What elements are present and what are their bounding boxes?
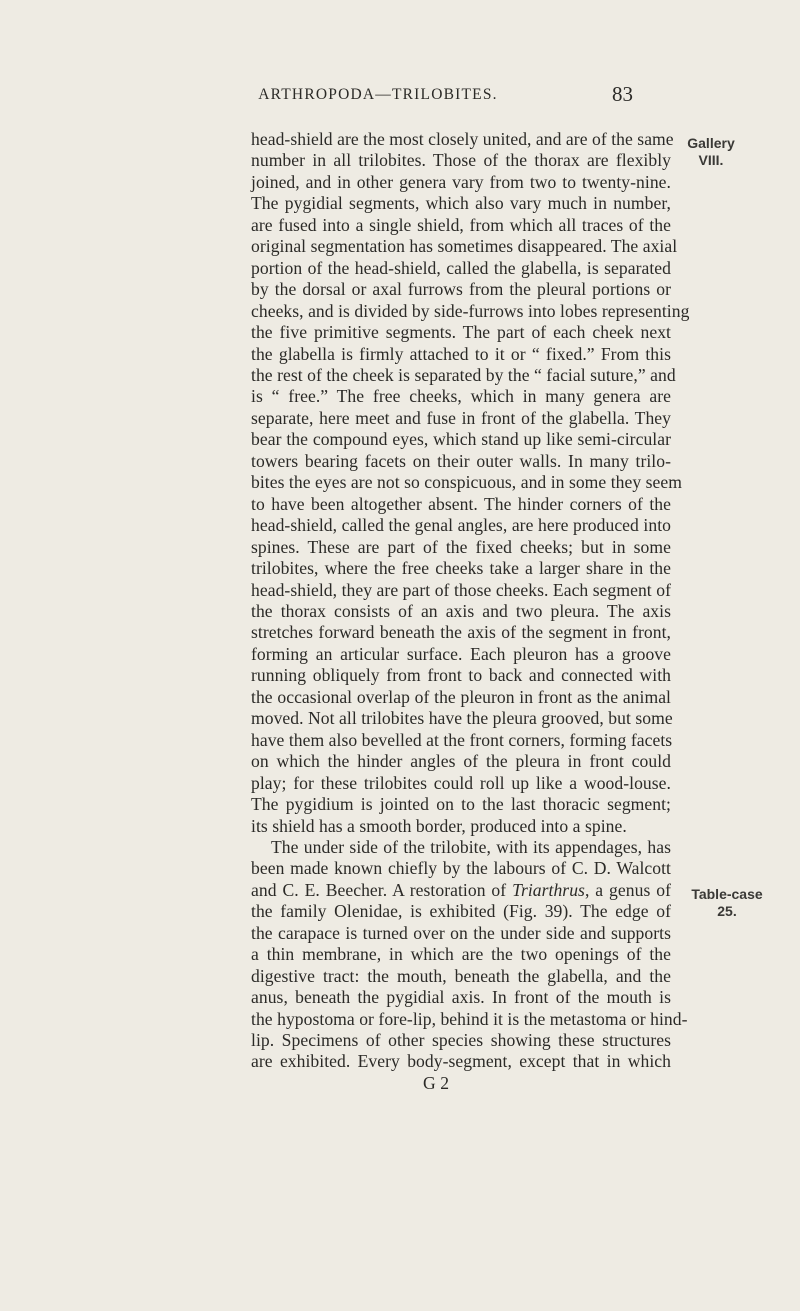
text-line: have them also bevelled at the front corners, forming facets — [251, 729, 673, 750]
text-line: a thin membrane, in which are the two openings of the — [251, 944, 671, 965]
text-line: original segmentation has sometimes disappeared. The axial — [251, 236, 678, 257]
running-head — [0, 82, 800, 116]
text-line: the glabella is firmly attached to it or “ fixed.” From this — [251, 343, 671, 364]
text-line: forming an articular surface. Each pleuron has a groove — [251, 643, 671, 664]
text-line: the carapace is turned over on the under side and supports — [251, 922, 671, 943]
text-line: the rest of the cheek is separated by the “ facial suture,” and — [251, 364, 676, 385]
text-line: joined, and in other genera vary from two to twenty-nine. — [251, 171, 671, 192]
text-line: and C. E. Beecher. A restoration of Triarthrus, a genus of — [251, 879, 671, 900]
text-line: anus, beneath the pygidial axis. In front of the mouth is — [251, 987, 671, 1008]
text-line: bites the eyes are not so conspicuous, and in some they seem — [251, 472, 683, 493]
margin-note-line: 25. — [717, 903, 737, 919]
text-line: trilobites, where the free cheeks take a larger share in the — [251, 558, 671, 579]
text-line: bear the compound eyes, which stand up like semi-circular — [251, 429, 671, 450]
text-line: The under side of the trilobite, with its appendages, has — [271, 836, 671, 857]
margin-note-line: Gallery — [687, 135, 735, 151]
margin-note-gallery — [676, 135, 746, 169]
text-line: on which the hinder angles of the pleura in front could — [251, 751, 671, 772]
text-line: to have been altogether absent. The hinder corners of the — [251, 493, 671, 514]
text-line: spines. These are part of the fixed cheeks; but in some — [251, 536, 671, 557]
margin-note-line: VIII. — [698, 152, 724, 168]
text-line: been made known chiefly by the labours of C. D. Walcott — [251, 858, 671, 879]
text-line: by the dorsal or axal furrows from the pleural portions or — [251, 279, 671, 300]
margin-note-table-case — [672, 886, 782, 920]
text-line: the family Olenidae, is exhibited (Fig. 39). The edge of — [251, 901, 671, 922]
text-line: the thorax consists of an axis and two pleura. The axis — [251, 600, 671, 621]
text-line: head-shield, they are part of those cheeks. Each segment of — [251, 579, 671, 600]
text-line: the occasional overlap of the pleuron in front as the animal — [251, 686, 671, 707]
text-line: cheeks, and is divided by side-furrows into lobes representing — [251, 300, 690, 321]
text-line: the five primitive segments. The part of each cheek next — [251, 322, 671, 343]
text-line: are fused into a single shield, from which all traces of the — [251, 214, 671, 235]
text-line: digestive tract: the mouth, beneath the glabella, and the — [251, 965, 671, 986]
text-line: stretches forward beneath the axis of the segment in front, — [251, 622, 671, 643]
text-line: play; for these trilobites could roll up like a wood-louse. — [251, 772, 671, 793]
body-text — [251, 129, 690, 1094]
text-line: are exhibited. Every body-segment, except that in which — [251, 1051, 671, 1072]
text-line: running obliquely from front to back and connected with — [251, 665, 671, 686]
running-title: ARTHROPODA—TRILOBITES. — [258, 86, 498, 103]
text-line: moved. Not all trilobites have the pleura grooved, but some — [251, 708, 673, 729]
text-line: head-shield, called the genal angles, are here produced into — [251, 515, 671, 536]
text-line: the hypostoma or fore-lip, behind it is the metastoma or hind- — [251, 1008, 688, 1029]
text-line: separate, here meet and fuse in front of the glabella. They — [251, 407, 671, 428]
text-line: lip. Specimens of other species showing these structures — [251, 1030, 671, 1051]
page-number: 83 — [612, 82, 633, 106]
signature-mark: G 2 — [423, 1072, 450, 1093]
text-line: towers bearing facets on their outer walls. In many trilo- — [251, 450, 671, 471]
text-line: head-shield are the most closely united, and are of the same — [251, 129, 674, 149]
margin-note-line: Table-case — [691, 886, 763, 902]
text-line: The pygidial segments, which also vary much in number, — [251, 193, 671, 214]
text-line: its shield has a smooth border, produced into a spine. — [251, 815, 627, 836]
text-line: portion of the head-shield, called the glabella, is separated — [251, 257, 671, 278]
text-line: The pygidium is jointed on to the last thoracic segment; — [251, 794, 671, 815]
text-line: is “ free.” The free cheeks, which in many genera are — [251, 386, 671, 407]
text-line: number in all trilobites. Those of the thorax are flexibly — [251, 150, 671, 171]
